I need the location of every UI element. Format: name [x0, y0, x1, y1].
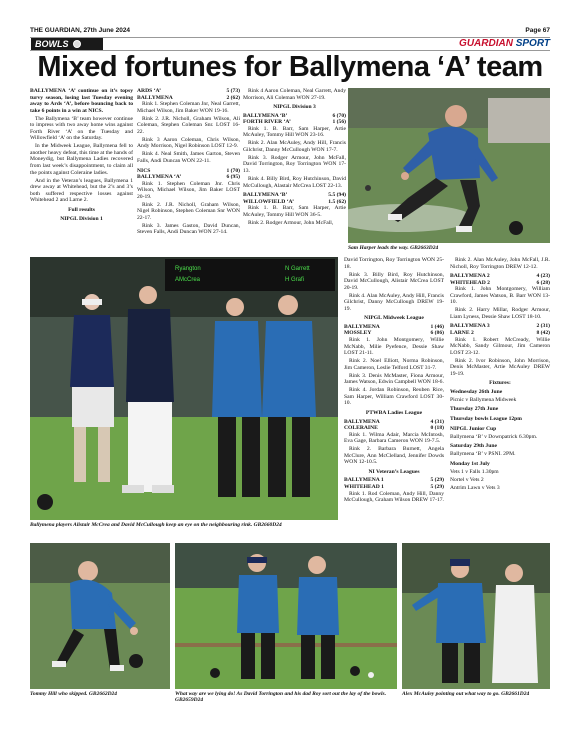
- rink-result: Rink 3. Denis McMaster, Fiona Armour, James Watson, Edwin Campbell WON 18-6.: [344, 372, 444, 386]
- photo-caption: Alex McAuley pointing out what way to go. GB2661D24: [402, 691, 530, 697]
- score-line: COLERAINE 0 (18): [344, 425, 444, 432]
- rink-result: Rink 2. Rodger Armour, John McFall,: [248, 219, 334, 226]
- newspaper-date: THE GUARDIAN, 27th June 2024: [30, 27, 131, 34]
- score-line: ARDS ‘A’ 5 (73): [137, 88, 240, 94]
- photo-caption: What way are we lying do! As David Torrington and his dad Roy sort out the lay of the bowls. GB2659D24: [175, 691, 387, 704]
- rink-result: Rink 3. James Gaston, David Duncan, Steven Falls, Andi Duncan WON 27-14.: [137, 222, 240, 236]
- photo-caption: Sam Harper leads the way. GB2663D24: [348, 245, 439, 251]
- photo-image: [402, 543, 550, 689]
- rink-result: Rink 2. Alan McAuley, Andy Hill, Francis Gilchrist, Danny McCullough WON 17-7.: [243, 140, 346, 153]
- rink-result: Rink 4. Alan McAuley, Andy Hill, Francis Gilchrist, Danny McCullough DREW 19-19.: [344, 292, 444, 312]
- rink-result: Rink 3. Rodger Armour, John McFall, David Torrington, Roy Torrington WON 17-13.: [243, 154, 346, 175]
- paragraph: And in the Veteran’s leagues, Ballymena 1 drew away at Whitehead, but the 2’s and 3’s both suffered respective losses against Whitehead 2 and Larne 2.: [30, 177, 133, 204]
- fixture: Vets 1 v Falls 1.30pm: [450, 468, 499, 475]
- fixture-date: Monday 1st July: [450, 460, 490, 467]
- fixture: Ballymena ‘B’ v Downpatrick 6.30pm.: [450, 433, 538, 440]
- article-column-3: [243, 88, 346, 228]
- photo-sam-harper: [348, 88, 550, 243]
- brand-guardian: GUARDIAN: [459, 38, 513, 49]
- fixtures-heading: Fixtures:: [489, 380, 511, 387]
- score-line: WHITEHEAD 2 6 (28): [450, 279, 550, 286]
- photo-group-players: [30, 257, 338, 520]
- photo-torrington: [175, 543, 397, 689]
- score-line: WILLOWFIELD ‘A’ 1.5 (62): [243, 198, 346, 205]
- paragraph: The Ballymena ‘B’ team however continue to impress with two away home wins against Forth River ‘A’ on the Tuesday and Willowfield ‘A’ on the Saturday.: [30, 115, 133, 142]
- division-heading: NIPGL Midweek League: [364, 315, 424, 322]
- rink-result: David Torrington, Roy Torrington WON 25-18.: [344, 257, 444, 270]
- score-line: BALLYMENA ‘B’ 6 (70): [243, 112, 346, 119]
- fixture: Ballymena ‘B’ v PSNI. 2PM.: [450, 451, 516, 458]
- rink-result: Rink 4. Neal Smith, James Garton, Steven Falls, Andi Duncan WON 22-11.: [137, 151, 240, 164]
- fixture: Antrim Lawn v Vets 3: [450, 484, 500, 491]
- rink-result: Rink 2. Alan McAuley, John McFall, J.R. Nicholl, Roy Torrington DREW 12-12.: [450, 257, 550, 270]
- division-heading: NIPGL Division 3: [273, 104, 316, 111]
- article-column-1: [30, 88, 133, 225]
- score-line: BALLYMENA 2 4 (23): [450, 273, 550, 280]
- guardian-sport-brand: [459, 38, 550, 49]
- intro-paragraph: BALLYMENA ‘A’ continue on it’s topsy turvy season, losing last Tuesday evening away to Ards ‘A’, before bouncing back to take 6 points in a win at NICS.: [30, 88, 133, 114]
- rink-result: Rink 1. John Montgomery, Willie McNabb, Milie Pyefence, Dessie Shaw LOST 21-11.: [344, 337, 444, 357]
- score-line: WHITEHEAD 1 5 (29): [344, 483, 444, 490]
- score-line: BALLYMENA 1 (46): [344, 323, 444, 330]
- paragraph: In the Midweek League, Ballymena fell to another heavy defeat, this time at the hands of Moneydig, but Ballymena Ladies recovered from last week’s disappointment, to claim all the points against Coleraine ladies.: [30, 143, 133, 176]
- photo-image: [30, 257, 338, 520]
- subhead: Full results: [68, 206, 95, 213]
- score-line: BALLYMENA 1 5 (29): [344, 477, 444, 484]
- score-line: BALLYMENA ‘B’ 5.5 (94): [243, 192, 346, 199]
- score-line: LARNE 2 8 (42): [450, 329, 550, 336]
- headline: Mixed fortunes for Ballymena ‘A’ team: [37, 51, 543, 83]
- fixture: Nortel v Vets 2: [450, 476, 484, 483]
- photo-tommy-hill: [30, 543, 170, 689]
- fixture: Picnic v Ballymena Midweek: [450, 396, 517, 403]
- rink-result: Rink 3 Aaron Coleman, Chris Wilson, Andy Morrison, Nigel Robinson LOST 12-9.: [137, 136, 240, 150]
- brand-sport: SPORT: [515, 38, 550, 49]
- score-line: BALLYMENA 2 (62): [137, 94, 240, 101]
- article-column-2: [137, 88, 240, 237]
- photo-caption: Tommy Hill who skipped. GB2662D24: [30, 691, 118, 697]
- rink-result: Rink 2. Barbara Burnett, Angela McClure, Ann McClelland, Jennifer Dowds WON 12-10.5.: [344, 446, 444, 466]
- rink-result: Rink 3. Billy Bird, Roy Hutchinson, David McCullough, Alistair McCrea LOST 20-19.: [344, 271, 444, 291]
- scoreboard-left-name: Ryangton: [175, 266, 201, 272]
- bowl-icon: [73, 40, 81, 48]
- page-number: Page 67: [525, 27, 550, 34]
- fixture-date: Thursday bowls League 12pm: [450, 415, 522, 422]
- rink-result: Rink 1. Robert McCready, Willie McNabb, Sandy Gilmour, Jim Cameron LOST 23-12.: [450, 336, 550, 356]
- photo-image: [348, 88, 550, 243]
- rink-result: Rink 1. B. Barr, Sam Harper, Artie McAuley, Tommy Hill WON 23-16.: [243, 125, 346, 139]
- scoreboard-right-name-2: H Grafi: [285, 277, 305, 283]
- rink-result: Rink 4 Aaron Coleman, Neal Garrett, Andy Morrison, Ali Coleman WON 27-19.: [243, 88, 346, 101]
- score-line: NICS 1 (70): [137, 167, 240, 174]
- rink-result: Rink 4. Billy Bird, Roy Hutchinson, David McCullough, Alastair McCrea LOST 22-13.: [243, 176, 346, 189]
- rink-result: Rink 2. Harry Millar, Rodger Armour, Liam Lyness, Dessie Shaw LOST 18-10.: [450, 307, 550, 320]
- photo-caption: Ballymena players Alistair McCrea and David McCullough keep an eye on the neighbouring rink. GB2660D24: [30, 522, 282, 528]
- score-line: FORTH RIVER ‘A’ 1 (56): [243, 119, 346, 126]
- fixture-date: Saturday 29th June: [450, 443, 497, 450]
- score-line: BALLYMENA 4 (31): [344, 418, 444, 425]
- rink-result: Rink 4. Jordan Robinson, Reuben Rice, Sam Harper, William Crawford LOST 30-10.: [344, 387, 444, 407]
- rink-result: Rink 2. J.R. Nicholl, Graham Wilson, Ali Coleman, Stephen Coleman Snr. LOST 16-22.: [137, 115, 240, 135]
- score-line: MOSSLEY 6 (86): [344, 330, 444, 337]
- scoreboard-left-name-2: AMcCrea: [175, 277, 201, 283]
- rink-result: Rink 2. Noel Elliott, Norma Robinson, Jim Cameron, Leslie Telford LOST 31-7.: [344, 358, 444, 371]
- rink-result: Rink 1. B. Barr, Sam Harper, Artie McAuley, Tommy Hill WON 36-5.: [243, 205, 346, 218]
- rink-result: Rink 2. Ivor Robinson, John Morrison, Denis McMaster, Artie McAuley DREW 19-19.: [450, 357, 550, 377]
- score-line: BALLYMENA ‘A’ 6 (95): [137, 174, 240, 181]
- fixture-date: Thursday 27th June: [450, 406, 499, 413]
- division-heading: PTWBA Ladies League: [365, 409, 423, 416]
- photo-alex-mcauley: [402, 543, 550, 689]
- section-label: BOWLS: [35, 39, 69, 49]
- scoreboard-right-name: N Garrett: [285, 266, 310, 272]
- rink-result: Rink 1. Wilma Adair, Marcia McIntosh, Eva Gage, Barbara Cameron WON 19-7.5.: [344, 431, 444, 445]
- section-logo: [31, 38, 103, 50]
- article-column-5: [450, 257, 550, 493]
- rink-result: Rink 1. Stephen Coleman Jnr, Neal Garrett, Michael Wilson, Jim Baker WON 19-16.: [137, 101, 240, 114]
- article-column-4: [344, 257, 444, 505]
- division-heading: NI Veteran’s Leagues: [368, 468, 420, 475]
- score-line: BALLYMENA 3 2 (31): [450, 323, 550, 330]
- fixture-competition: NIPGL Junior Cup: [450, 425, 497, 432]
- rink-result: Rink 1. John Montgomery, William Crawford, James Watson, B. Barr WON 13-10.: [450, 286, 550, 306]
- rink-result: Rink 1. Stephen Coleman Jnr. Chris Wilson, Michael Wilson, Jim Baker LOST 20-19.: [137, 180, 240, 200]
- rink-result: Rink 2. J.R. Nicholl, Graham Wilson, Nigel Robinson, Stephen Coleman Snr WON 22-17.: [137, 201, 240, 221]
- photo-image: [175, 543, 397, 689]
- photo-image: [30, 543, 170, 689]
- rink-result: Rink 1. Rod Coleman, Andy Hill, Danny McCullough, Graham Wilson DREW 17-17.: [344, 490, 444, 504]
- division-heading: NIPGL Division 1: [60, 216, 103, 223]
- fixture-date: Wednesday 26th June: [450, 388, 503, 395]
